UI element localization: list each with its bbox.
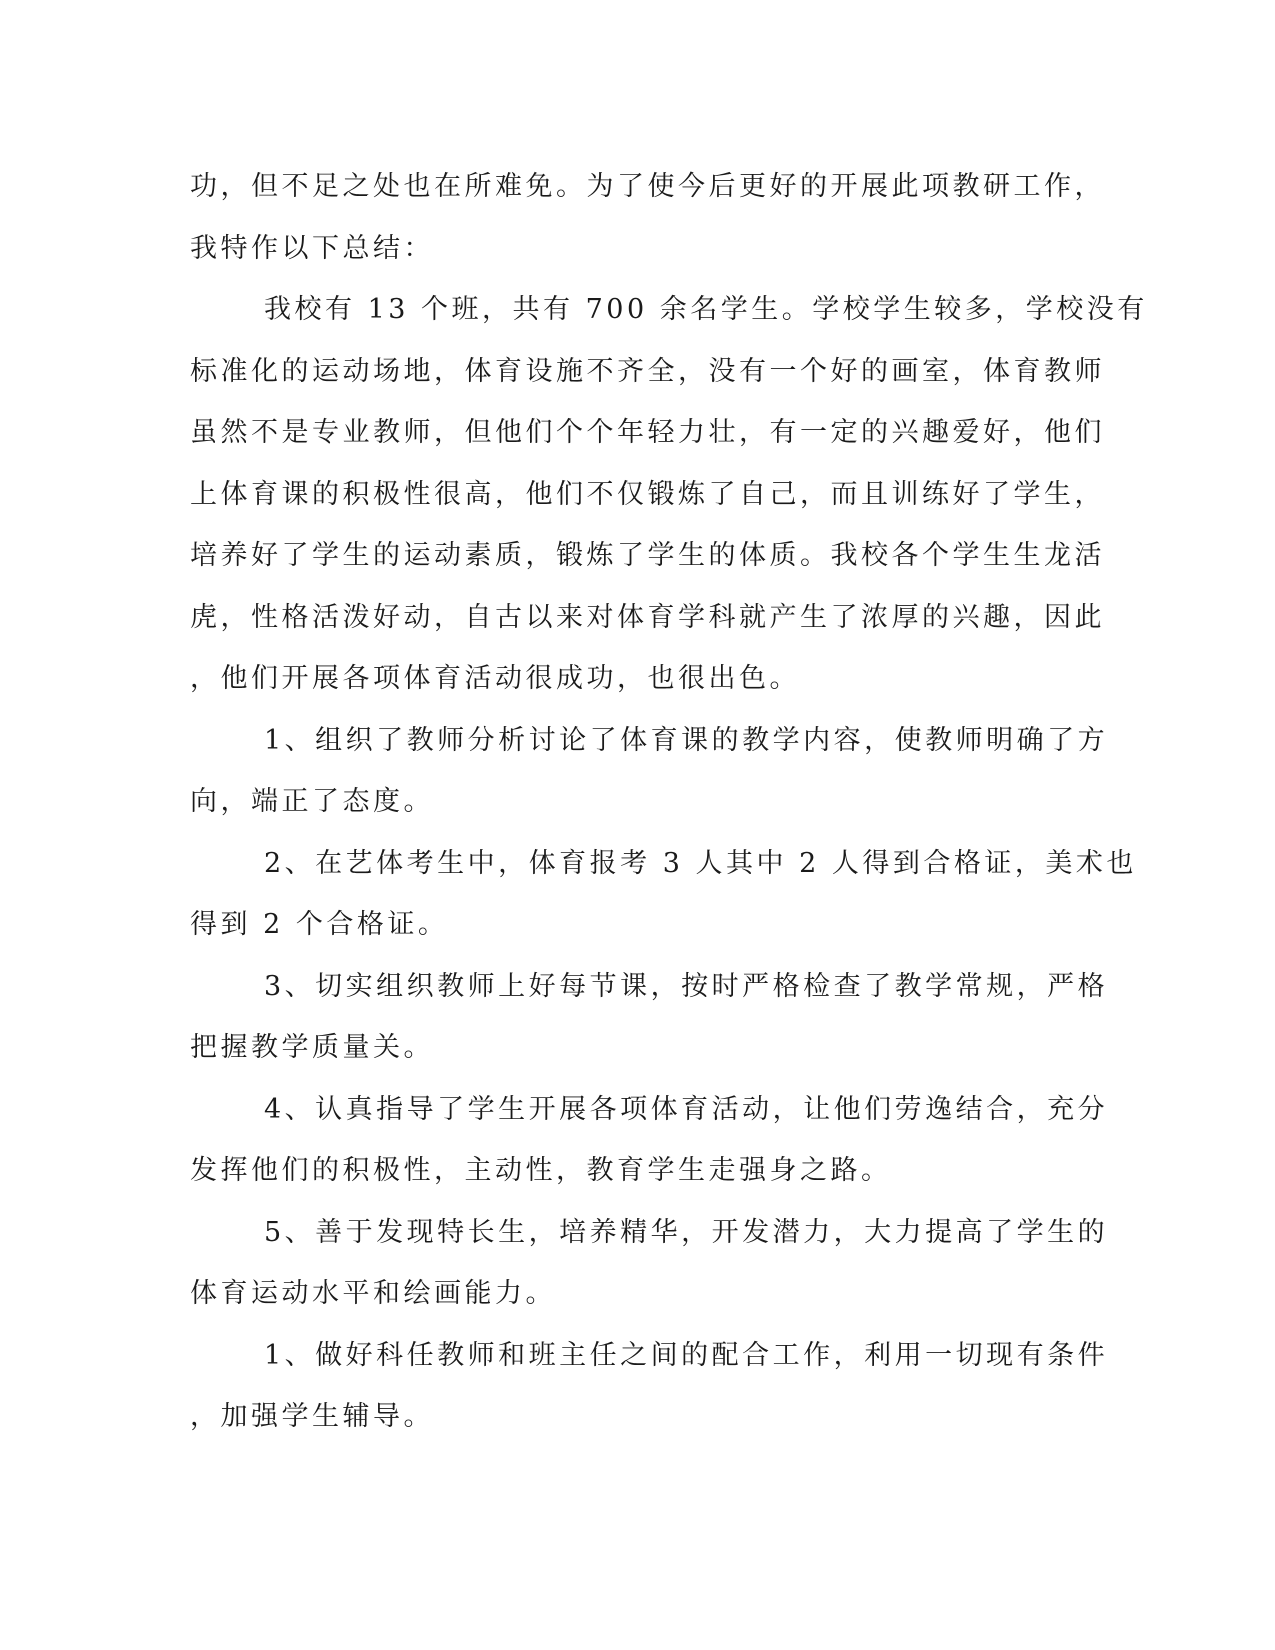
- list-item-line: 3、切实组织教师上好每节课，按时严格检查了教学常规，严格: [264, 970, 1109, 1002]
- text-line: 标准化的运动场地，体育设施不齐全，没有一个好的画室，体育教师: [190, 355, 1105, 387]
- text-line: 虽然不是专业教师，但他们个个年轻力壮，有一定的兴趣爱好，他们: [190, 417, 1105, 448]
- text-line: 虎，性格活泼好动，自古以来对体育学科就产生了浓厚的兴趣，因此: [190, 601, 1105, 633]
- text-line: 上体育课的积极性很高，他们不仅锻炼了自己，而且训练好了学生，: [190, 478, 1105, 510]
- text-line: 培养好了学生的运动素质，锻炼了学生的体质。我校各个学生生龙活: [190, 540, 1105, 571]
- document-body: [190, 156, 1148, 1448]
- list-item-line: 5、善于发现特长生，培养精华，开发潜力，大力提高了学生的: [264, 1216, 1109, 1248]
- list-item-line: 1、组织了教师分析讨论了体育课的教学内容，使教师明确了方: [264, 724, 1109, 756]
- text-line: 得到 2 个合格证。: [190, 909, 449, 940]
- text-line: ，加强学生辅导。: [190, 1401, 434, 1432]
- text-line: 把握教学质量关。: [190, 1032, 434, 1063]
- text-line: 我特作以下总结：: [190, 232, 434, 264]
- list-item-line: 2、在艺体考生中，体育报考 3 人其中 2 人得到合格证，美术也: [264, 847, 1137, 879]
- text-line: 发挥他们的积极性，主动性，教育学生走强身之路。: [190, 1155, 892, 1186]
- list-item-line: 1、做好科任教师和班主任之间的配合工作，利用一切现有条件: [264, 1339, 1109, 1371]
- list-item-line: 4、认真指导了学生开展各项体育活动，让他们劳逸结合，充分: [264, 1093, 1109, 1125]
- text-line: 向，端正了态度。: [190, 786, 434, 817]
- paragraph-start-line: 我校有 13 个班，共有 700 余名学生。学校学生较多，学校没有: [264, 294, 1148, 325]
- text-line: 体育运动水平和绘画能力。: [190, 1278, 556, 1309]
- text-line: 功，但不足之处也在所难免。为了使今后更好的开展此项教研工作，: [190, 171, 1105, 202]
- text-line: ，他们开展各项体育活动很成功，也很出色。: [190, 663, 800, 694]
